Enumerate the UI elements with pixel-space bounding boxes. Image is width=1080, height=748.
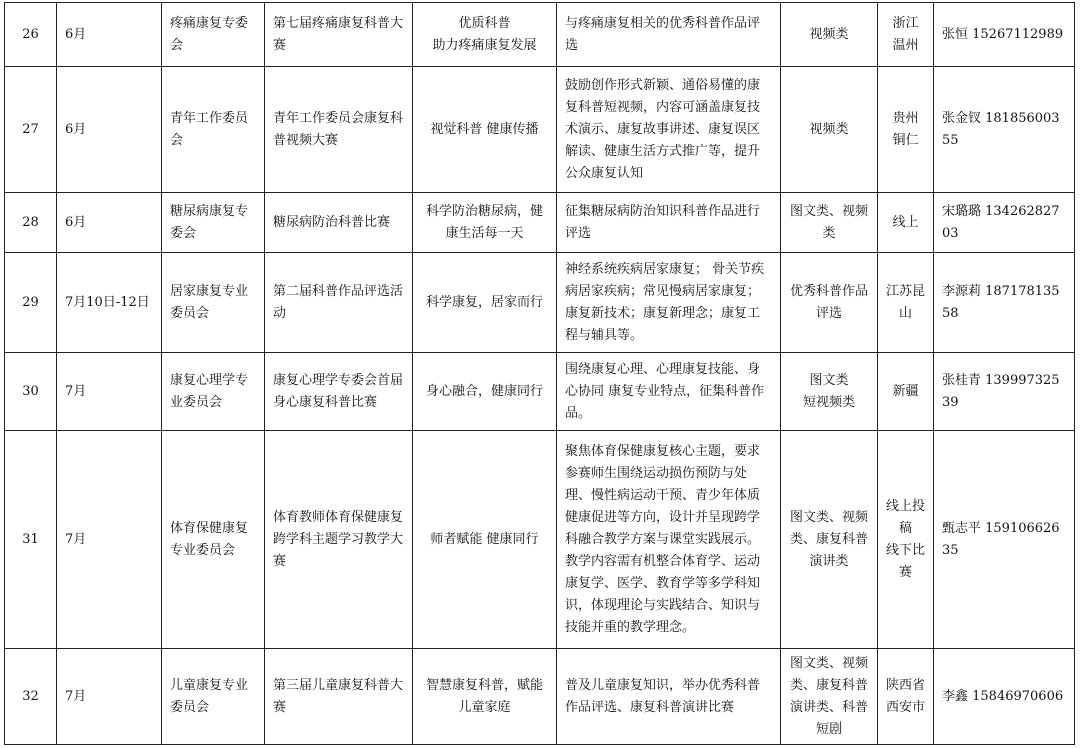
cell-theme [413,67,557,193]
cell-content [557,431,781,649]
cell-no [5,193,57,253]
cell-org-text: 体育保健康复专业委员会 [170,520,249,558]
cell-contact-text: 张金钗 18185600355 [942,110,1060,148]
cell-time [57,353,162,431]
cell-content-text: 与疼痛康复相关的优秀科普作品评选 [565,15,761,53]
cell-contact-text: 张恒 15267112989 [942,26,1064,42]
activity-table-body [5,3,1075,745]
cell-theme-text: 智慧康复科普，赋能儿童家庭 [425,677,543,715]
cell-name-text: 第三届儿童康复科普大赛 [273,677,404,715]
activity-table-container [4,2,1074,745]
cell-contact [934,649,1075,745]
cell-org [162,353,265,431]
cell-place-text: 江苏昆山 [886,283,926,321]
cell-org [162,193,265,253]
cell-type-text: 视频类 [809,26,849,42]
cell-time [57,3,162,67]
cell-no [5,3,57,67]
cell-time-text: 7月10日-12日 [65,294,150,310]
cell-contact-text: 李源莉 18717813558 [942,283,1060,321]
cell-contact [934,353,1075,431]
cell-place-text: 线上投稿 线下比赛 [886,498,926,580]
cell-theme-text: 科学康复，居家而行 [425,294,543,310]
cell-name-text: 第二届科普作品评选活动 [273,283,404,321]
table-row [5,431,1075,649]
cell-time-text: 7月 [65,688,87,704]
cell-content [557,253,781,353]
cell-place [878,649,934,745]
cell-contact [934,67,1075,193]
cell-name-text: 康复心理学专委会首届身心康复科普比赛 [273,372,404,410]
cell-no [5,67,57,193]
cell-content [557,353,781,431]
cell-name-text: 第七届疼痛康复科普大赛 [273,15,404,53]
cell-theme-text: 视觉科普 健康传播 [430,121,539,137]
cell-contact [934,3,1075,67]
cell-place [878,3,934,67]
cell-org-text: 儿童康复专业委员会 [170,677,249,715]
cell-type [781,353,878,431]
cell-theme-text: 师者赋能 健康同行 [430,531,539,547]
cell-name [265,649,413,745]
cell-type-text: 图文类、视频类、康复科普演讲类、科普短剧 [789,655,868,737]
cell-type-text: 优秀科普作品评选 [789,283,868,321]
cell-contact-text: 李鑫 15846970606 [942,688,1064,704]
cell-place [878,253,934,353]
cell-name [265,193,413,253]
cell-contact [934,193,1075,253]
cell-content-text: 聚焦体育保健康复核心主题，要求参赛师生围绕运动损伤预防与处理、慢性病运动干预、青少年体质健康促进等方向，设计并呈现跨学科融合教学方案与课堂实践展示。教学内容需有机整合体育学、运动康复学、医学、教育学等多学科知识，体现理论与实践结合、知识与技能并重的教学理念。 [565,443,761,635]
cell-theme-text: 身心融合，健康同行 [425,383,543,399]
cell-time [57,193,162,253]
activity-table [4,2,1075,745]
table-row [5,193,1075,253]
cell-no [5,649,57,745]
cell-content-text: 普及儿童康复知识，举办优秀科普作品评选、康复科普演讲比赛 [565,677,761,715]
table-row [5,3,1075,67]
table-row [5,253,1075,353]
cell-no-text: 28 [22,214,39,230]
cell-content [557,649,781,745]
cell-time-text: 6月 [65,26,87,42]
cell-name-text: 青年工作委员会康复科普视频大赛 [273,110,404,148]
cell-type-text: 视频类 [809,121,849,137]
cell-type [781,3,878,67]
cell-name [265,3,413,67]
cell-time [57,67,162,193]
cell-type [781,649,878,745]
cell-theme [413,3,557,67]
cell-place [878,67,934,193]
cell-no-text: 30 [22,383,39,399]
cell-content-text: 围绕康复心理、心理康复技能、身心协同 康复专业特点，征集科普作品。 [565,361,765,421]
cell-content-text: 神经系统疾病居家康复； 骨关节疾病居家疾病；常见慢病居家康复；康复新技术；康复新理念；康复工程与辅具等。 [565,261,765,343]
cell-contact [934,253,1075,353]
cell-no-text: 27 [22,121,39,137]
cell-org-text: 疼痛康复专委会 [170,15,249,53]
cell-content [557,193,781,253]
cell-no-text: 29 [22,294,39,310]
cell-content-text: 征集糖尿病防治知识科普作品进行评选 [565,203,761,241]
cell-type-text: 图文类 短视频类 [802,372,855,410]
cell-place-text: 浙江 温州 [892,15,919,53]
cell-place [878,353,934,431]
cell-time-text: 7月 [65,531,87,547]
cell-time-text: 7月 [65,383,87,399]
cell-name-text: 糖尿病防治科普比赛 [273,214,391,230]
cell-place [878,193,934,253]
cell-place-text: 陕西省西安市 [886,677,926,715]
cell-org [162,649,265,745]
cell-org-text: 青年工作委员会 [170,110,249,148]
cell-content [557,3,781,67]
cell-place-text: 线上 [892,214,919,230]
cell-no [5,431,57,649]
table-row [5,649,1075,745]
cell-type [781,431,878,649]
cell-no-text: 26 [22,26,39,42]
cell-time [57,431,162,649]
cell-name [265,431,413,649]
cell-theme [413,649,557,745]
cell-org-text: 糖尿病康复专委会 [170,203,249,241]
cell-no [5,353,57,431]
cell-content-text: 鼓励创作形式新颖、通俗易懂的康复科普短视频，内容可涵盖康复技术演示、康复故事讲述、康复误区解读、健康生活方式推广等，提升公众康复认知 [565,77,761,181]
cell-type-text: 图文类、视频类 [789,203,868,241]
cell-name [265,253,413,353]
cell-contact-text: 宋璐璐 13426282703 [942,203,1060,241]
cell-theme [413,353,557,431]
cell-no-text: 32 [22,688,39,704]
cell-type [781,253,878,353]
cell-org [162,253,265,353]
cell-org [162,3,265,67]
cell-contact [934,431,1075,649]
cell-org [162,67,265,193]
cell-theme-text: 优质科普 助力疼痛康复发展 [432,15,537,53]
cell-time-text: 6月 [65,121,87,137]
cell-place-text: 新疆 [892,383,919,399]
cell-type [781,193,878,253]
cell-time-text: 6月 [65,214,87,230]
cell-type-text: 图文类、视频类、康复科普演讲类 [789,509,868,569]
cell-no-text: 31 [22,531,39,547]
cell-contact-text: 张桂青 13999732539 [942,372,1060,410]
cell-type [781,67,878,193]
cell-org [162,431,265,649]
cell-theme-text: 科学防治糖尿病，健康生活每一天 [425,203,543,241]
cell-name-text: 体育教师体育保健康复跨学科主题学习教学大赛 [273,509,404,569]
table-row [5,67,1075,193]
table-row [5,353,1075,431]
cell-no [5,253,57,353]
cell-contact-text: 甄志平 15910662635 [942,520,1060,558]
cell-time [57,649,162,745]
cell-name [265,353,413,431]
cell-place [878,431,934,649]
cell-theme [413,253,557,353]
cell-content [557,67,781,193]
cell-theme [413,431,557,649]
cell-theme [413,193,557,253]
cell-place-text: 贵州 铜仁 [892,110,919,148]
cell-time [57,253,162,353]
cell-org-text: 康复心理学专业委员会 [170,372,249,410]
cell-name [265,67,413,193]
cell-org-text: 居家康复专业委员会 [170,283,249,321]
